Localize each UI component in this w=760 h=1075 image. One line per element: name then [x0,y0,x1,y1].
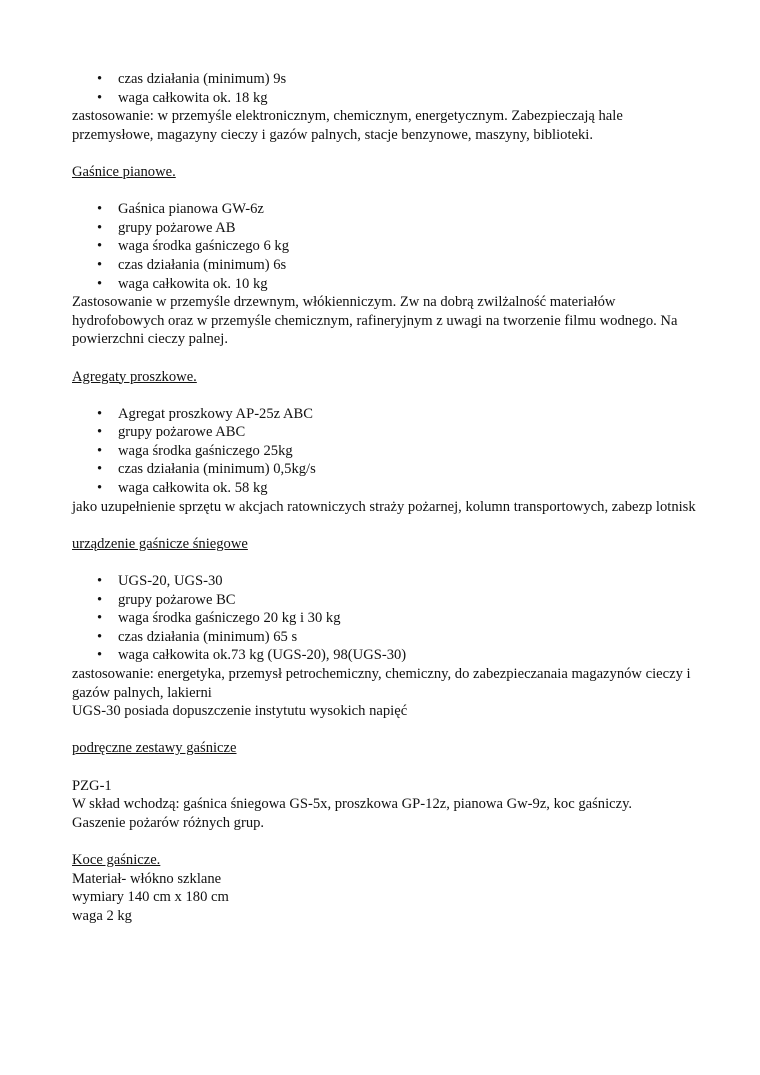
bullet-icon: • [97,256,103,273]
paragraph-sniegowe-usage: zastosowanie: energetyka, przemysł petrochemiczny, chemiczny, do zabezpieczanaia magazynów cieczy i gazów palnych, lakierni [72,666,691,701]
list-item: • grupy pożarowe AB [97,219,236,236]
bullet-icon: • [97,591,103,608]
bullet-list-top [72,70,700,107]
bullet-icon: • [97,573,103,590]
list-item: • waga środka gaśniczego 20 kg i 30 kg [97,610,341,627]
list-item: • grupy pożarowe BC [97,591,236,608]
bullet-icon: • [97,610,103,627]
bullet-icon: • [97,219,103,236]
heading-pianowe: Gaśnice pianowe. [72,163,176,180]
list-item: • czas działania (minimum) 6s [97,256,287,273]
bullet-icon: • [97,89,103,106]
list-item: • Gaśnica pianowa GW-6z [97,201,264,218]
bullet-icon: • [97,424,103,441]
list-item: • waga środka gaśniczego 6 kg [97,238,290,255]
bullet-icon: • [97,480,103,497]
bullet-icon: • [97,647,103,664]
list-item: • grupy pożarowe ABC [97,424,246,441]
bullet-list-sniegowe [72,572,700,665]
bullet-icon: • [97,628,103,645]
list-item: • czas działania (minimum) 9s [97,71,287,87]
bullet-icon: • [97,405,103,422]
zestawy-usage: Gaszenie pożarów różnych grup. [72,814,265,831]
koce-material: Materiał- włókno szklane [72,870,222,887]
list-item: • Agregat proszkowy AP-25z ABC [97,405,313,422]
list-item: • waga całkowita ok. 10 kg [97,275,268,292]
koce-dimensions: wymiary 140 cm x 180 cm [72,889,229,906]
koce-weight: waga 2 kg [72,907,132,924]
list-item: • UGS-20, UGS-30 [97,573,223,590]
list-item: • waga całkowita ok. 18 kg [97,89,268,106]
heading-koce: Koce gaśnicze. [72,851,161,868]
bullet-list-agregaty [72,405,700,498]
list-item: • waga środka gaśniczego 25kg [97,442,293,459]
bullet-icon: • [97,238,103,255]
heading-sniegowe: urządzenie gaśnicze śniegowe [72,535,248,552]
list-item: • czas działania (minimum) 0,5kg/s [97,461,316,478]
paragraph-sniegowe-note: UGS-30 posiada dopuszczenie instytutu wysokich napięć [72,703,408,720]
bullet-list-pianowe [72,200,700,293]
paragraph-agregaty: jako uzupełnienie sprzętu w akcjach ratowniczych straży pożarnej, kolumn transportowych, zabezp lotnisk [72,498,696,515]
list-item: • waga całkowita ok. 58 kg [97,480,268,497]
list-item: • waga całkowita ok.73 kg (UGS-20), 98(UGS-30) [97,647,407,664]
bullet-icon: • [97,461,103,478]
bullet-icon: • [97,275,103,292]
heading-zestawy: podręczne zestawy gaśnicze [72,740,237,757]
bullet-icon: • [97,442,103,459]
paragraph-top: zastosowanie: w przemyśle elektronicznym, chemicznym, energetycznym. Zabezpieczają hale przemysłowe, magazyny cieczy i gazów palnych, stacje benzynowe, maszyny, biblioteki. [72,108,623,143]
bullet-icon: • [97,201,103,218]
zestawy-contents: W skład wchodzą: gaśnica śniegowa GS-5x, proszkowa GP-12z, pianowa Gw-9z, koc gaśniczy. [72,796,633,813]
zestawy-model: PZG-1 [72,777,112,794]
heading-agregaty: Agregaty proszkowe. [72,368,197,385]
bullet-icon: • [97,71,103,87]
paragraph-pianowe: Zastosowanie w przemyśle drzewnym, włókienniczym. Zw na dobrą zwilżalność materiałów hydrofobowych oraz w przemyśle chemicznym, rafineryjnym z uwagi na tworzenie filmu wodnego. Na powierzchni cieczy palnej. [72,294,678,348]
list-item: • czas działania (minimum) 65 s [97,628,298,645]
